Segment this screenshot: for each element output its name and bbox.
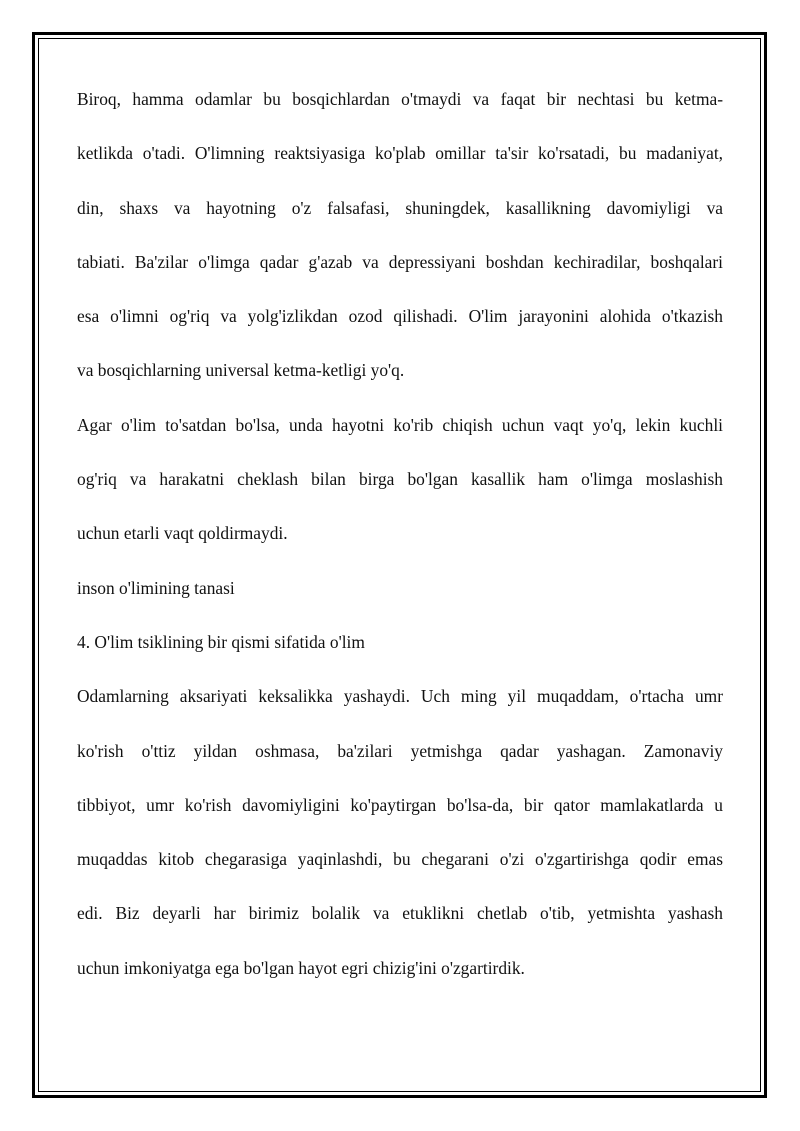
paragraph-stages xyxy=(77,72,723,398)
text-line: Odamlarning aksariyati keksalikka yashaydi. Uch ming yil muqaddam, o'rtacha umr xyxy=(77,686,723,707)
text-line: Biroq, hamma odamlar bu bosqichlardan o'tmaydi va faqat bir nechtasi bu ketma- xyxy=(77,89,723,109)
text-line: ko'rish o'ttiz yildan oshmasa, ba'zilari yetmishga qadar yashagan. Zamonaviy xyxy=(77,740,723,761)
text-line: uchun etarli vaqt qoldirmaydi. xyxy=(77,523,288,544)
document-body xyxy=(77,72,723,995)
text-line: Agar o'lim to'satdan bo'lsa, unda hayotni ko'rib chiqish uchun vaqt yo'q, lekin kuchli xyxy=(77,414,723,435)
text-line: uchun imkoniyatga ega bo'lgan hayot egri chizig'ini o'zgartirdik. xyxy=(77,957,525,978)
text-line: va bosqichlarning universal ketma-ketligi yo'q. xyxy=(77,360,405,381)
paragraph-old-age xyxy=(77,669,723,995)
text-line: edi. Biz deyarli har birimiz bolalik va etuklikni chetlab o'tib, yetmishta yashash xyxy=(77,903,723,924)
text-line: og'riq va harakatni cheklash bilan birga bo'lgan kasallik ham o'limga moslashish xyxy=(77,469,723,490)
text-line: esa o'limni og'riq va yolg'izlikdan ozod qilishadi. O'lim jarayonini alohida o'tkazish xyxy=(77,306,723,327)
text-line: ketlikda o'tadi. O'limning reaktsiyasiga ko'plab omillar ta'sir ko'rsatadi, bu madaniyat, xyxy=(77,143,723,164)
text-line: muqaddas kitob chegarasiga yaqinlashdi, bu chegarani o'zi o'zgartirishga qodir emas xyxy=(77,849,723,870)
section-heading: 4. O'lim tsiklining bir qismi sifatida o'lim xyxy=(77,631,365,652)
subheading: inson o'limining tanasi xyxy=(77,577,235,598)
text-line: tabiati. Ba'zilar o'limga qadar g'azab va depressiyani boshdan kechiradilar, boshqalari xyxy=(77,251,723,272)
paragraph-sudden-death xyxy=(77,398,723,561)
text-line: din, shaxs va hayotning o'z falsafasi, shuningdek, kasallikning davomiyligi va xyxy=(77,197,723,218)
text-line: tibbiyot, umr ko'rish davomiyligini ko'paytirgan bo'lsa-da, bir qator mamlakatlarda u xyxy=(77,794,723,815)
